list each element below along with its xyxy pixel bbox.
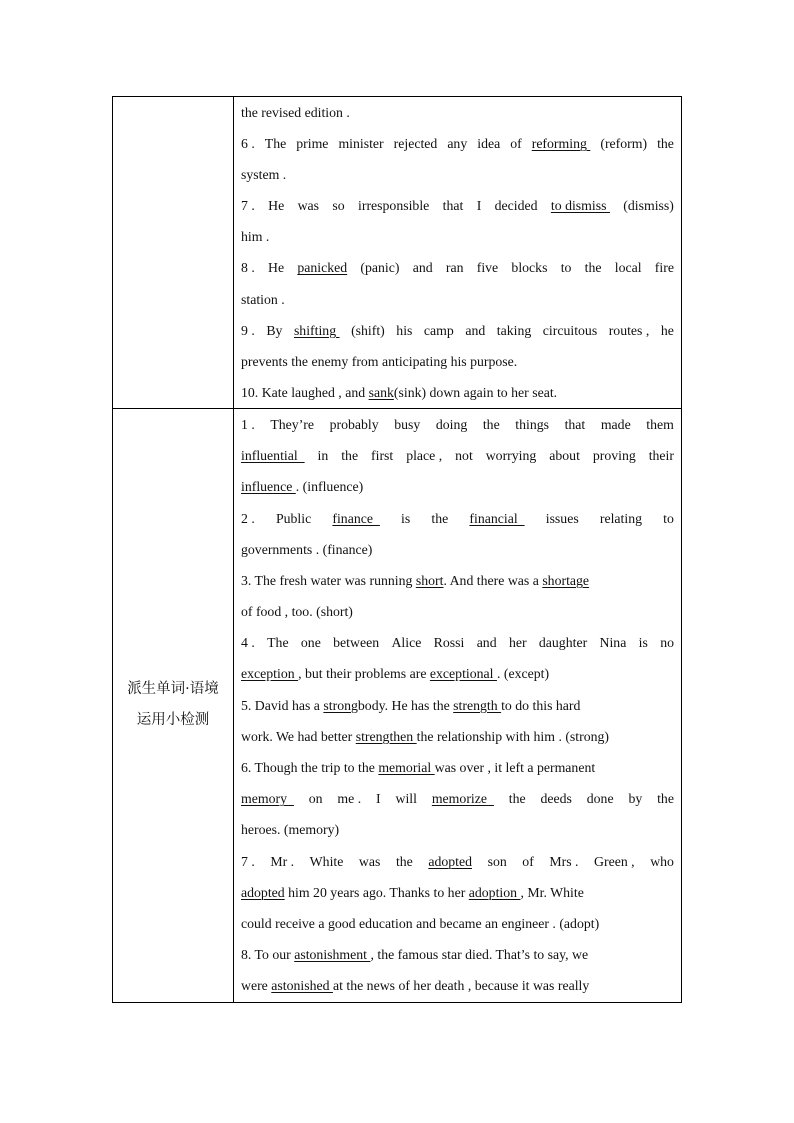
sentence-text: were xyxy=(241,978,272,994)
exercise-line xyxy=(241,939,674,970)
exercise-line xyxy=(241,846,674,877)
answer-blank: adoption xyxy=(468,884,521,900)
sentence-text: 10. Kate laughed , and xyxy=(241,384,369,400)
sentence-text: so xyxy=(332,198,345,214)
sentence-text: doing xyxy=(435,416,468,432)
sentence-text: their xyxy=(648,448,674,464)
exercise-table xyxy=(112,96,682,1003)
sentence-text: Mr . xyxy=(270,853,295,869)
sentence-text: By xyxy=(266,322,283,338)
sentence-text: worrying xyxy=(485,448,537,464)
sentence-text: Nina xyxy=(599,635,627,651)
sentence-text: busy xyxy=(394,416,421,432)
sentence-text: local xyxy=(614,260,642,276)
sentence-text: fire xyxy=(654,260,674,276)
sentence-text: 7 . xyxy=(241,198,255,214)
exercise-line xyxy=(241,377,674,408)
sentence-text: 6 . xyxy=(241,136,255,152)
row-label-cell xyxy=(113,97,234,408)
sentence-text: them xyxy=(646,416,674,432)
sentence-text: I xyxy=(476,198,482,214)
sentence-text: rejected xyxy=(393,136,438,152)
sentence-text: five xyxy=(476,260,499,276)
sentence-text: the xyxy=(482,416,500,432)
row-label: 派生单词·语境运用小检测 xyxy=(127,681,219,729)
table-row xyxy=(113,409,681,1002)
sentence-text: things xyxy=(515,416,549,432)
exercise-line xyxy=(241,721,674,752)
answer-blank: short xyxy=(415,572,444,588)
answer-blank: exception xyxy=(241,666,299,682)
sentence-text: is xyxy=(638,635,648,651)
sentence-text: the xyxy=(341,448,359,464)
exercise-line xyxy=(241,752,674,783)
sentence-text: 4 . xyxy=(241,635,255,651)
exercise-line xyxy=(241,814,674,845)
table-row xyxy=(113,97,681,409)
sentence-text: on xyxy=(308,791,323,807)
sentence-text: he xyxy=(660,322,674,338)
sentence-text: 1 . xyxy=(241,416,255,432)
sentence-text: deeds xyxy=(540,791,572,807)
exercise-line xyxy=(241,190,674,221)
sentence-text: He xyxy=(268,198,285,214)
sentence-text: by xyxy=(628,791,643,807)
exercise-line xyxy=(241,908,674,939)
sentence-text: in xyxy=(317,448,329,464)
sentence-text: the xyxy=(657,791,674,807)
sentence-text: 8 . xyxy=(241,260,255,276)
exercise-line xyxy=(241,534,674,565)
sentence-text: daughter xyxy=(538,635,588,651)
sentence-text: made xyxy=(600,416,631,432)
sentence-text: to do this hard xyxy=(501,697,581,713)
exercise-line xyxy=(241,783,674,814)
answer-blank: influential xyxy=(241,448,305,464)
sentence-text: any xyxy=(447,136,468,152)
answer-blank: strong xyxy=(323,697,358,713)
row-label-cell xyxy=(113,409,234,1002)
sentence-text: Public xyxy=(275,510,312,526)
sentence-text: son xyxy=(487,853,507,869)
exercise-line xyxy=(241,690,674,721)
sentence-text: (dismiss) xyxy=(623,198,674,214)
exercise-line xyxy=(241,128,674,159)
sentence-text: of xyxy=(522,853,534,869)
sentence-text: . (influence) xyxy=(295,479,364,495)
answer-blank: sank xyxy=(368,384,394,400)
exercise-line xyxy=(241,596,674,627)
exercise-line xyxy=(241,970,674,1001)
sentence-text: governments . (finance) xyxy=(241,541,373,557)
sentence-text: , Mr. White xyxy=(520,884,584,900)
sentence-text: He xyxy=(268,260,285,276)
sentence-text: and xyxy=(412,260,433,276)
sentence-text: , but their problems are xyxy=(298,666,430,682)
sentence-text: issues xyxy=(545,510,579,526)
sentence-text: Mrs . xyxy=(549,853,579,869)
sentence-text: I xyxy=(376,791,381,807)
sentence-text: could receive a good education and became an engineer . (adopt) xyxy=(241,915,600,931)
answer-blank: memorize xyxy=(431,791,494,807)
sentence-text: system . xyxy=(241,167,287,183)
sentence-text: the xyxy=(508,791,526,807)
answer-blank: reforming xyxy=(531,136,591,152)
sentence-text: that xyxy=(564,416,586,432)
sentence-text: was over , it left a permanent xyxy=(434,760,596,775)
sentence-text: who xyxy=(650,853,674,869)
sentence-text: the xyxy=(584,260,602,276)
answer-blank: memorial xyxy=(378,760,435,775)
sentence-text: circuitous xyxy=(542,322,598,338)
answer-blank: memory xyxy=(241,791,294,807)
sentence-text: (shift) xyxy=(351,322,385,338)
sentence-text: and xyxy=(476,635,497,651)
sentence-text: the xyxy=(431,510,449,526)
sentence-text: Green , xyxy=(594,853,635,869)
sentence-text: idea xyxy=(477,136,501,152)
exercise-line xyxy=(241,409,674,440)
answer-blank: astonished xyxy=(271,978,333,994)
sentence-text: to xyxy=(663,510,674,526)
sentence-text: . (except) xyxy=(496,666,550,682)
sentence-text: routes , xyxy=(608,322,650,338)
sentence-text: between xyxy=(333,635,380,651)
sentence-text: 3. The fresh water was running xyxy=(241,572,416,588)
sentence-text: me . xyxy=(337,791,362,807)
sentence-text: decided xyxy=(494,198,538,214)
sentence-text: place , xyxy=(406,448,443,464)
exercise-line xyxy=(241,503,674,534)
sentence-text: him 20 years ago. Thanks to her xyxy=(284,884,469,900)
sentence-text: heroes. (memory) xyxy=(241,822,340,838)
sentence-text: relating xyxy=(599,510,642,526)
sentence-text: of xyxy=(510,136,522,152)
sentence-text: irresponsible xyxy=(358,198,430,214)
exercise-line xyxy=(241,471,674,502)
sentence-text: first xyxy=(371,448,394,464)
exercise-line xyxy=(241,627,674,658)
sentence-text: taking xyxy=(496,322,532,338)
exercise-line xyxy=(241,284,674,315)
answer-blank: adopted xyxy=(428,853,473,869)
sentence-text: of food , too. (short) xyxy=(241,604,353,620)
sentence-text: 8. To our xyxy=(241,947,295,963)
exercise-line xyxy=(241,97,674,128)
sentence-text: him . xyxy=(241,229,270,245)
answer-blank: astonishment xyxy=(294,947,371,963)
answer-blank: to dismiss xyxy=(550,198,610,214)
sentence-text: ran xyxy=(445,260,464,276)
exercise-line xyxy=(241,346,674,377)
sentence-text: the xyxy=(657,136,674,152)
exercise-line xyxy=(241,159,674,190)
exercise-line xyxy=(241,221,674,252)
sentence-text: station . xyxy=(241,291,285,307)
answer-blank: influence xyxy=(241,479,296,495)
sentence-text: at the news of her death , because it was really xyxy=(332,978,590,994)
sentence-text: (sink) down again to her seat. xyxy=(393,384,558,400)
exercise-cell xyxy=(234,97,681,408)
exercise-line xyxy=(241,315,674,346)
sentence-text: one xyxy=(300,635,321,651)
sentence-text: his xyxy=(396,322,413,338)
sentence-text: the revised edition . xyxy=(241,105,350,120)
sentence-text: to xyxy=(560,260,572,276)
sentence-text: , the famous star died. That’s to say, we xyxy=(370,947,589,963)
sentence-text: 9 . xyxy=(241,322,255,338)
sentence-text: body. He has the xyxy=(357,697,454,713)
sentence-text: is xyxy=(401,510,411,526)
sentence-text: minister xyxy=(338,136,384,152)
sentence-text: her xyxy=(508,635,527,651)
sentence-text: 2 . xyxy=(241,510,255,526)
sentence-text: 7 . xyxy=(241,853,255,869)
sentence-text: prevents the enemy from anticipating his purpose. xyxy=(241,353,518,369)
sentence-text: not xyxy=(455,448,473,464)
exercise-line xyxy=(241,658,674,689)
answer-blank: strengthen xyxy=(355,728,417,744)
sentence-text: The xyxy=(264,136,287,152)
answer-blank: strength xyxy=(453,697,502,713)
sentence-text: the xyxy=(395,853,413,869)
exercise-line xyxy=(241,440,674,471)
sentence-text: blocks xyxy=(511,260,548,276)
sentence-text: was xyxy=(358,853,381,869)
sentence-text: and xyxy=(465,322,486,338)
sentence-text: camp xyxy=(423,322,454,338)
sentence-text: The xyxy=(267,635,289,651)
answer-blank: shortage xyxy=(542,572,590,588)
sentence-text: the relationship with him . (strong) xyxy=(416,728,610,744)
sentence-text: Alice xyxy=(391,635,422,651)
sentence-text: about xyxy=(549,448,580,464)
exercise-cell xyxy=(234,409,681,1002)
answer-blank: panicked xyxy=(297,260,348,276)
sentence-text: probably xyxy=(329,416,379,432)
sentence-text: no xyxy=(660,635,674,651)
sentence-text: was xyxy=(297,198,320,214)
sentence-text: Rossi xyxy=(433,635,465,651)
sentence-text: done xyxy=(586,791,614,807)
sentence-text: 6. Though the trip to the xyxy=(241,760,379,775)
sentence-text: that xyxy=(442,198,464,214)
answer-blank: financial xyxy=(469,510,525,526)
sentence-text: They’re xyxy=(270,416,315,432)
sentence-text: (panic) xyxy=(360,260,400,276)
sentence-text: proving xyxy=(592,448,636,464)
exercise-line xyxy=(241,565,674,596)
answer-blank: exceptional xyxy=(429,666,497,682)
sentence-text: White xyxy=(309,853,344,869)
sentence-text: (reform) xyxy=(600,136,648,152)
sentence-text: 5. David has a xyxy=(241,697,324,713)
sentence-text: prime xyxy=(296,136,329,152)
exercise-line xyxy=(241,877,674,908)
answer-blank: finance xyxy=(332,510,380,526)
answer-blank: adopted xyxy=(241,884,285,900)
sentence-text: will xyxy=(395,791,417,807)
sentence-text: . And there was a xyxy=(443,572,543,588)
sentence-text: work. We had better xyxy=(241,728,356,744)
exercise-line xyxy=(241,252,674,283)
answer-blank: shifting xyxy=(293,322,340,338)
